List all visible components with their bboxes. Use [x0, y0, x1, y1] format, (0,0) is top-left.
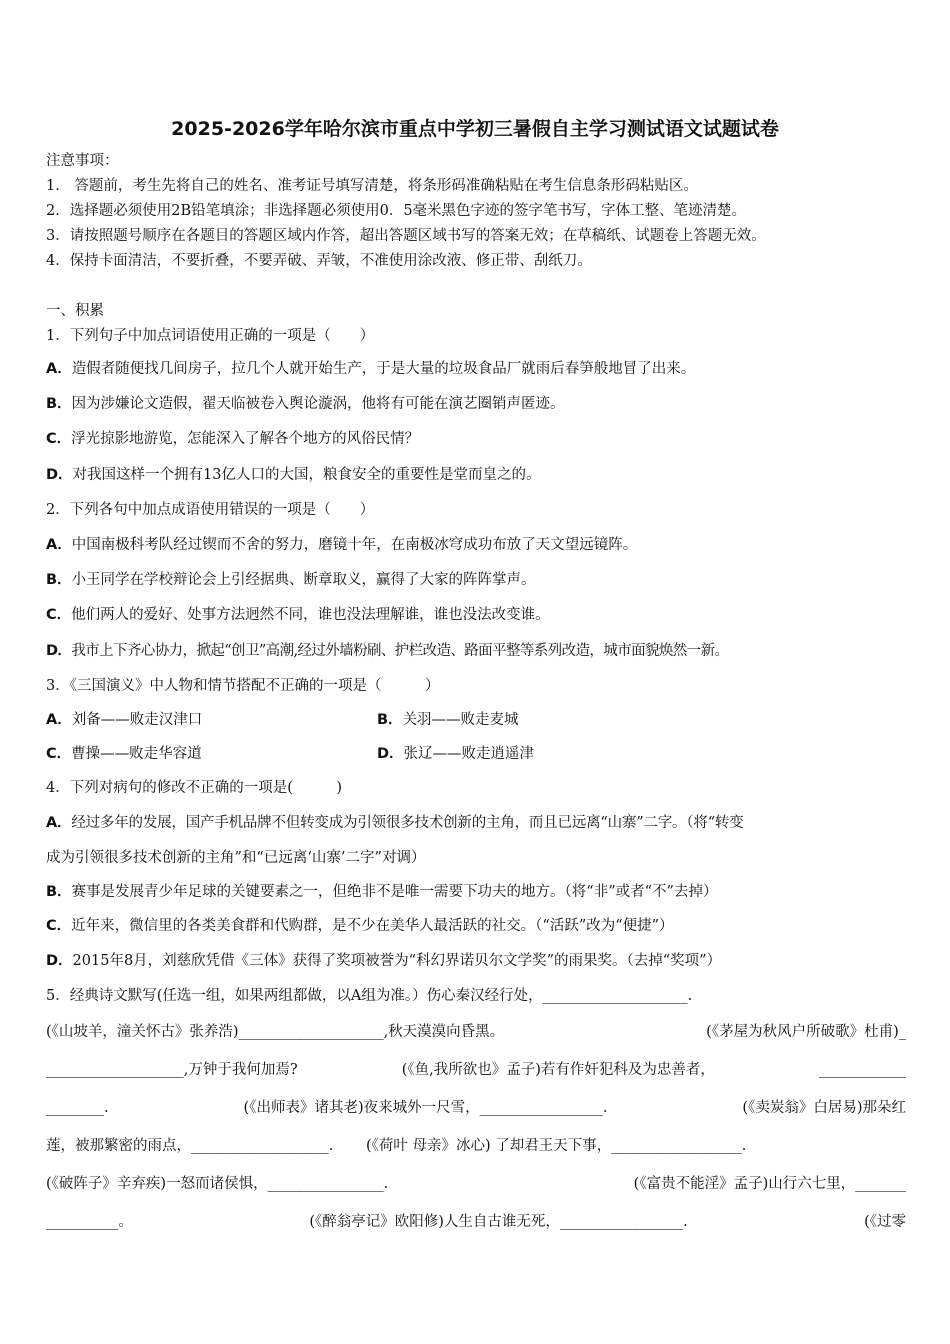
poetry-line: [46, 1097, 906, 1119]
option-text: 2015年8月，刘慈欣凭借《三体》获得了奖项被誉为“科幻界诺贝尔文学奖”的雨果奖。（去掉“奖项”）: [72, 953, 722, 969]
option-d: [46, 464, 906, 486]
question-stem: 3．《三国演义》中人物和情节搭配不正确的一项是（ ）: [46, 678, 440, 694]
poetry-line: [46, 1211, 906, 1233]
option-letter: B．: [377, 712, 403, 728]
poetry-line: [46, 1059, 906, 1081]
poetry-line: [46, 1021, 906, 1043]
poetry-segment: ________.: [46, 1100, 109, 1116]
poetry-segment: (《卖炭翁》白居易)那朵红: [742, 1100, 906, 1116]
option-text: 因为涉嫌论文造假，翟天临被卷入舆论漩涡，他将有可能在演艺圈销声匿迹。: [71, 396, 565, 412]
poetry-line: [46, 1135, 906, 1157]
option-b: [46, 881, 906, 903]
option-letter: C．: [46, 746, 72, 762]
question-stem: 1．下列句子中加点词语使用正确的一项是（ ）: [46, 328, 375, 344]
poetry-segment: (《山坡羊，潼关怀古》张养浩)____________________,秋天漠漠向昏黑。: [46, 1024, 505, 1040]
option-text: 小王同学在学校辩论会上引经据典、断章取义，赢得了大家的阵阵掌声。: [71, 572, 536, 588]
option-letter: C．: [46, 431, 72, 447]
option-letter: A．: [46, 712, 72, 728]
option-letter: C．: [46, 607, 72, 623]
option-text: 刘备——败走汉津口: [71, 712, 203, 728]
notice-item: 2．选择题必须使用2B铅笔填涂；非选择题必须使用0．5毫米黑色字迹的签字笔书写，字体工整、笔迹清楚。: [46, 203, 747, 219]
option-a: [46, 534, 906, 556]
poetry-segment: ___________________,万钟于我何加焉?: [46, 1062, 298, 1078]
option-c: [46, 915, 906, 937]
option-text: 中国南极科考队经过锲而不舍的努力，磨镜十年，在南极冰穹成功布放了天文望远镜阵。: [71, 537, 638, 553]
option-letter: B．: [46, 572, 72, 588]
option-letter: D．: [46, 467, 73, 483]
poetry-line: [46, 1173, 906, 1195]
option-d: [46, 950, 906, 972]
option-text: 浮光掠影地游览，怎能深入了解各个地方的风俗民情？: [71, 431, 420, 447]
poetry-segment: (《鱼,我所欲也》孟子)若有作奸犯科及为忠善者，: [401, 1062, 715, 1078]
option-letter: B．: [46, 396, 72, 412]
question-stem: 2．下列各句中加点成语使用错误的一项是（ ）: [46, 502, 375, 518]
option-d: [46, 640, 906, 662]
option-d: [377, 743, 534, 765]
option-c: [46, 428, 906, 450]
option-text: 近年来，微信里的各类美食群和代购群，是不少在美华人最活跃的社交。（“活跃”改为“便捷”）: [71, 918, 674, 934]
option-text: 他们两人的爱好、处事方法迥然不同，谁也没法理解谁，谁也没法改变谁。: [71, 607, 550, 623]
poetry-segment: (《出师表》诸其老)夜来城外一尺雪，_________________.: [243, 1100, 608, 1116]
poetry-segment: (《茅屋为秋风户所破歌》杜甫)_: [706, 1024, 906, 1040]
notice-item: 1． 答题前，考生先将自己的姓名、准考证号填写清楚，将条形码准确粘贴在考生信息条形码粘贴区。: [46, 178, 698, 194]
question-stem: 4．下列对病句的修改不正确的一项是( ): [46, 780, 343, 796]
option-b: [46, 569, 906, 591]
option-text: 赛事是发展青少年足球的关键要素之一，但绝非不是唯一需要下功夫的地方。（将“非”或者“不”去掉）: [71, 884, 718, 900]
option-b: [377, 709, 519, 731]
option-letter: A．: [46, 815, 72, 831]
section-heading: 一、积累: [46, 303, 104, 319]
poetry-segment: (《过零: [864, 1214, 906, 1230]
option-letter: B．: [46, 884, 72, 900]
option-text: 对我国这样一个拥有13亿人口的大国，粮食安全的重要性是堂而皇之的。: [72, 467, 541, 483]
option-text: 关羽——败走麦城: [402, 712, 519, 728]
option-a: [46, 358, 906, 380]
option-text: 造假者随便找几间房子，拉几个人就开始生产，于是大量的垃圾食品厂就雨后春笋般地冒了出来。: [71, 361, 696, 377]
option-text: 曹操——败走华容道: [71, 746, 202, 762]
poetry-segment: (《荷叶 母亲》冰心) 了却君王天下事，__________________.: [365, 1138, 747, 1154]
option-letter: D．: [46, 953, 73, 969]
option-a-continued: 成为引领很多技术创新的主角”和“已远离‘山寨’二字”对调）: [46, 850, 426, 866]
notice-heading: 注意事项：: [46, 153, 119, 169]
question-stem: 5．经典诗文默写(任选一组，如果两组都做，以A组为准。）伤心秦汉经行处，____________________.: [46, 988, 693, 1004]
option-letter: A．: [46, 537, 72, 553]
option-text: 经过多年的发展，国产手机品牌不但转变成为引领很多技术创新的主角，而且已远离“山寨”二字。（将“转变: [71, 815, 744, 831]
poetry-segment: ____________: [819, 1062, 906, 1078]
option-letter: D．: [46, 643, 72, 659]
notice-item: 4．保持卡面清洁，不要折叠，不要弄破、弄皱，不准使用涂改液、修正带、刮纸刀。: [46, 253, 592, 269]
poetry-segment: (《醉翁亭记》欧阳修)人生自古谁无死，_________________.: [309, 1214, 688, 1230]
option-b: [46, 393, 906, 415]
option-a: [46, 812, 906, 834]
poetry-segment: (《富贵不能淫》孟子)山行六七里，_______: [633, 1176, 906, 1192]
poetry-segment: (《破阵子》辛弃疾)一怒而诸侯惧，________________.: [46, 1176, 389, 1192]
option-letter: C．: [46, 918, 72, 934]
option-c: [46, 604, 906, 626]
option-letter: A．: [46, 361, 72, 377]
poetry-segment: __________。: [46, 1214, 133, 1230]
page-title: 2025-2026学年哈尔滨市重点中学初三暑假自主学习测试语文试题试卷: [171, 118, 779, 140]
poetry-segment: 莲，被那繁密的雨点，___________________.: [46, 1138, 334, 1154]
option-text: 我市上下齐心协力，掀起“创卫”高潮,经过外墙粉刷、护栏改造、路面平整等系列改造，城市面貌焕然一新。: [71, 643, 729, 659]
option-text: 张辽——败走逍遥津: [403, 746, 535, 762]
notice-item: 3．请按照题号顺序在各题目的答题区域内作答，超出答题区域书写的答案无效；在草稿纸、试题卷上答题无效。: [46, 228, 766, 244]
option-letter: D．: [377, 746, 404, 762]
